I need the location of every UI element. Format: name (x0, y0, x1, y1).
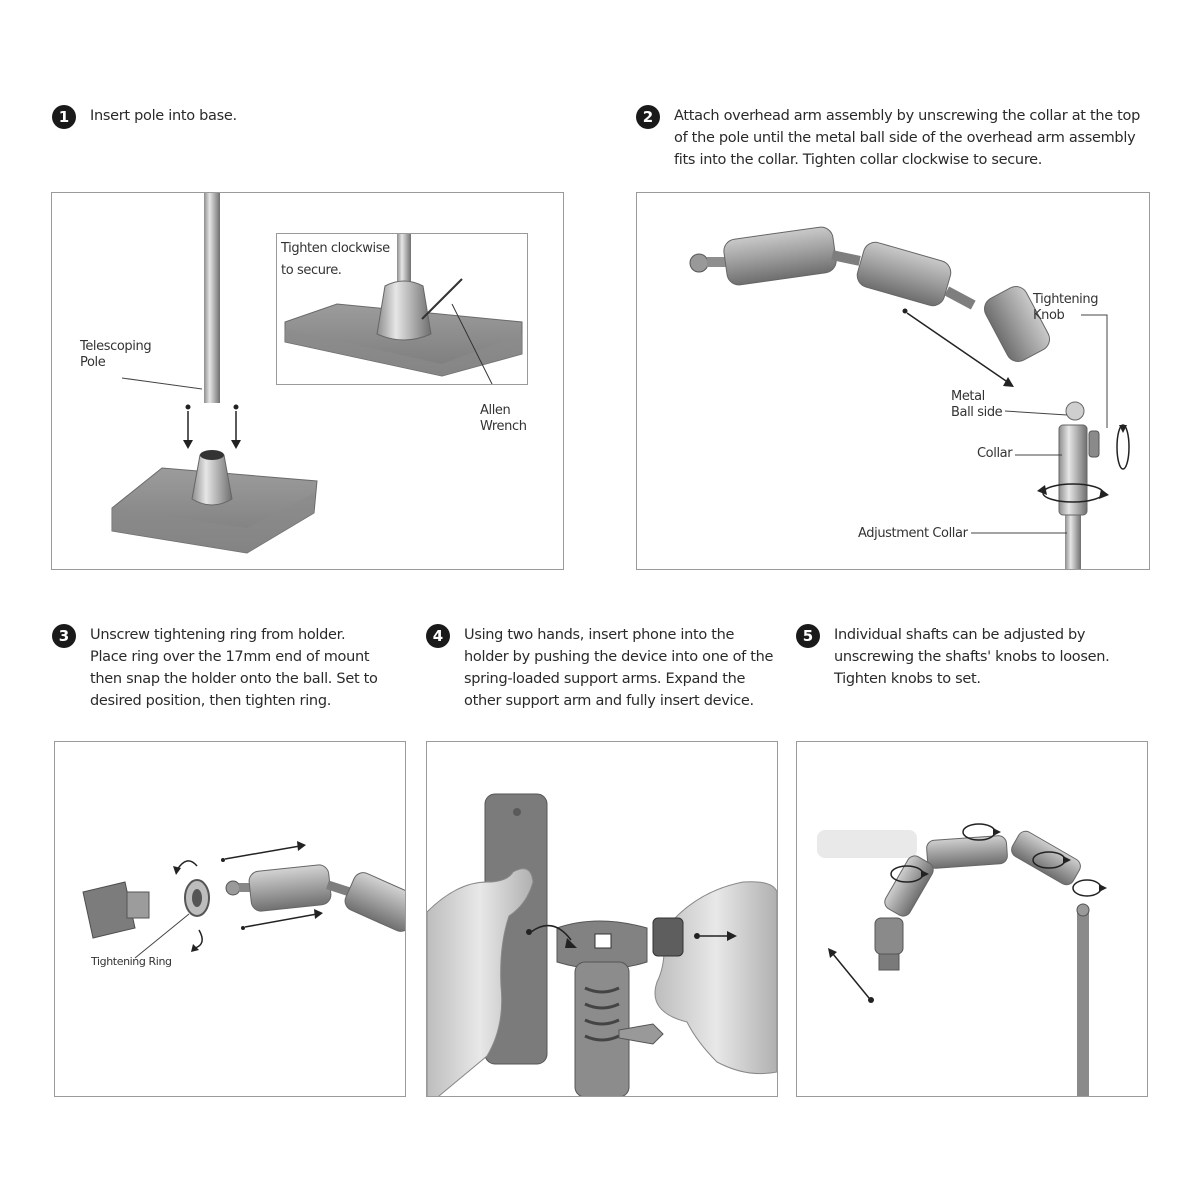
tighten-clockwise-label: Tighten clockwise to secure. (281, 241, 390, 278)
step-3-illustration (54, 741, 406, 1097)
step-2-text: Attach overhead arm assembly by unscrewing the collar at the top of the pole until the metal ball side of the overhead arm assembly fits into the collar. Tighten collar clockwise to secure. (674, 108, 1141, 168)
telescoping-pole-label: Telescoping Pole (80, 339, 152, 370)
step-2-heading (636, 105, 1146, 171)
tightening-ring-label: Tightening Ring (91, 955, 172, 968)
step-1-heading (52, 105, 552, 129)
allen-wrench-label: Allen Wrench (480, 403, 527, 434)
step-2-illustration (636, 192, 1150, 570)
step-5-illustration (796, 741, 1148, 1097)
step-number-badge: 5 (796, 624, 820, 648)
step-3-text: Unscrew tightening ring from holder. Place ring over the 17mm end of mount then snap the holder onto the ball. Set to desired position, then tighten ring. (90, 627, 378, 709)
tighten-inset (276, 233, 528, 385)
step-3-heading (52, 624, 382, 712)
step-number-badge: 1 (52, 105, 76, 129)
step-1-illustration (51, 192, 564, 570)
holder-ring-drawing (55, 742, 405, 1096)
step-4-heading (426, 624, 776, 712)
overhead-arm-drawing (637, 193, 1149, 569)
step-number-badge: 4 (426, 624, 450, 648)
tightening-knob-label: Tightening Knob (1033, 292, 1099, 323)
step-4-text: Using two hands, insert phone into the holder by pushing the device into one of the spring-loaded support arms. Expand the other support arm and fully insert device. (464, 627, 774, 709)
metal-ball-side-label: Metal Ball side (951, 389, 1003, 420)
phone-insert-drawing (427, 742, 777, 1096)
step-number-badge: 3 (52, 624, 76, 648)
step-number-badge: 2 (636, 105, 660, 129)
step-4-illustration (426, 741, 778, 1097)
adjustment-collar-label: Adjustment Collar (858, 526, 968, 541)
shaft-adjust-drawing (797, 742, 1147, 1096)
step-5-text: Individual shafts can be adjusted by unscrewing the shafts' knobs to loosen. Tighten knobs to set. (834, 627, 1110, 687)
step-1-text: Insert pole into base. (90, 108, 237, 124)
collar-label: Collar (977, 446, 1013, 461)
step-5-heading (796, 624, 1136, 690)
